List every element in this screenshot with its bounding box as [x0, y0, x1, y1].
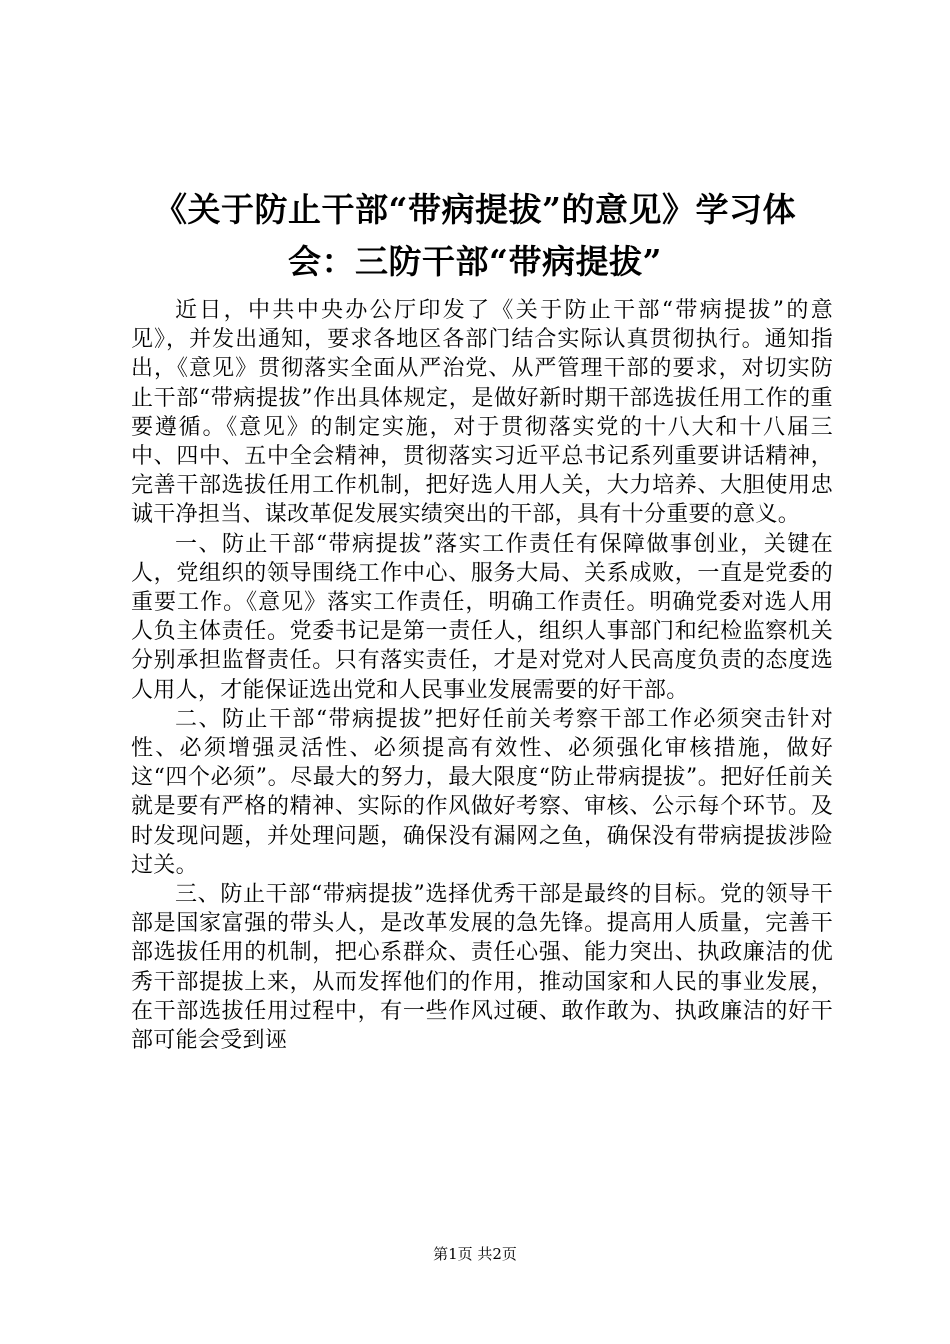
- paragraph-section-1: 一、防止干部“带病提拔”落实工作责任有保障做事创业，关键在人，党组织的领导围绕工作中心、服务大局、关系成败，一直是党委的重要工作。《意见》落实工作责任，明确工作责任。明确党委对选人用人负主体责任。党委书记是第一责任人，组织人事部门和纪检监察机关分别承担监督责任。只有落实责任，才是对党对人民高度负责的态度选人用人，才能保证选出党和人民事业发展需要的好干部。: [131, 531, 833, 703]
- paragraph-intro: 近日，中共中央办公厅印发了《关于防止干部“带病提拔”的意见》，并发出通知，要求各地区各部门结合实际认真贯彻执行。通知指出，《意见》贯彻落实全面从严治党、从严管理干部的要求，对切实防止干部“带病提拔”作出具体规定，是做好新时期干部选拔任用工作的重要遵循。《意见》的制定实施，对于贯彻落实党的十八大和十八届三中、四中、五中全会精神，贯彻落实习近平总书记系列重要讲话精神，完善干部选拔任用工作机制，把好选人用人关，大力培养、大胆使用忠诚干净担当、谋改革促发展实绩突出的干部，具有十分重要的意义。: [131, 298, 833, 528]
- page-number-footer: 第1页 共2页: [433, 1245, 517, 1263]
- title-line-1: 《关于防止干部“带病提拔”的意见》学习体: [154, 190, 796, 229]
- paragraph-section-2: 二、防止干部“带病提拔”把好任前关考察干部工作必须突击针对性、必须增强灵活性、必须提高有效性、必须强化审核措施，做好这“四个必须”。尽最大的努力，最大限度“防止带病提拔”。把好任前关就是要有严格的精神、实际的作风做好考察、审核、公示每个环节。及时发现问题，并处理问题，确保没有漏网之鱼，确保没有带病提拔涉险过关。: [131, 706, 833, 878]
- paragraph-section-3: 三、防止干部“带病提拔”选择优秀干部是最终的目标。党的领导干部是国家富强的带头人，是改革发展的急先锋。提高用人质量，完善干部选拔任用的机制，把心系群众、责任心强、能力突出、执政廉洁的优秀干部提拔上来，从而发挥他们的作用，推动国家和人民的事业发展，在干部选拔任用过程中，有一些作风过硬、敢作敢为、执政廉洁的好干部可能会受到诬: [131, 882, 833, 1054]
- title-line-2: 会：三防干部“带病提拔”: [288, 242, 662, 281]
- document-body: [131, 296, 833, 1055]
- document-title: [90, 184, 860, 288]
